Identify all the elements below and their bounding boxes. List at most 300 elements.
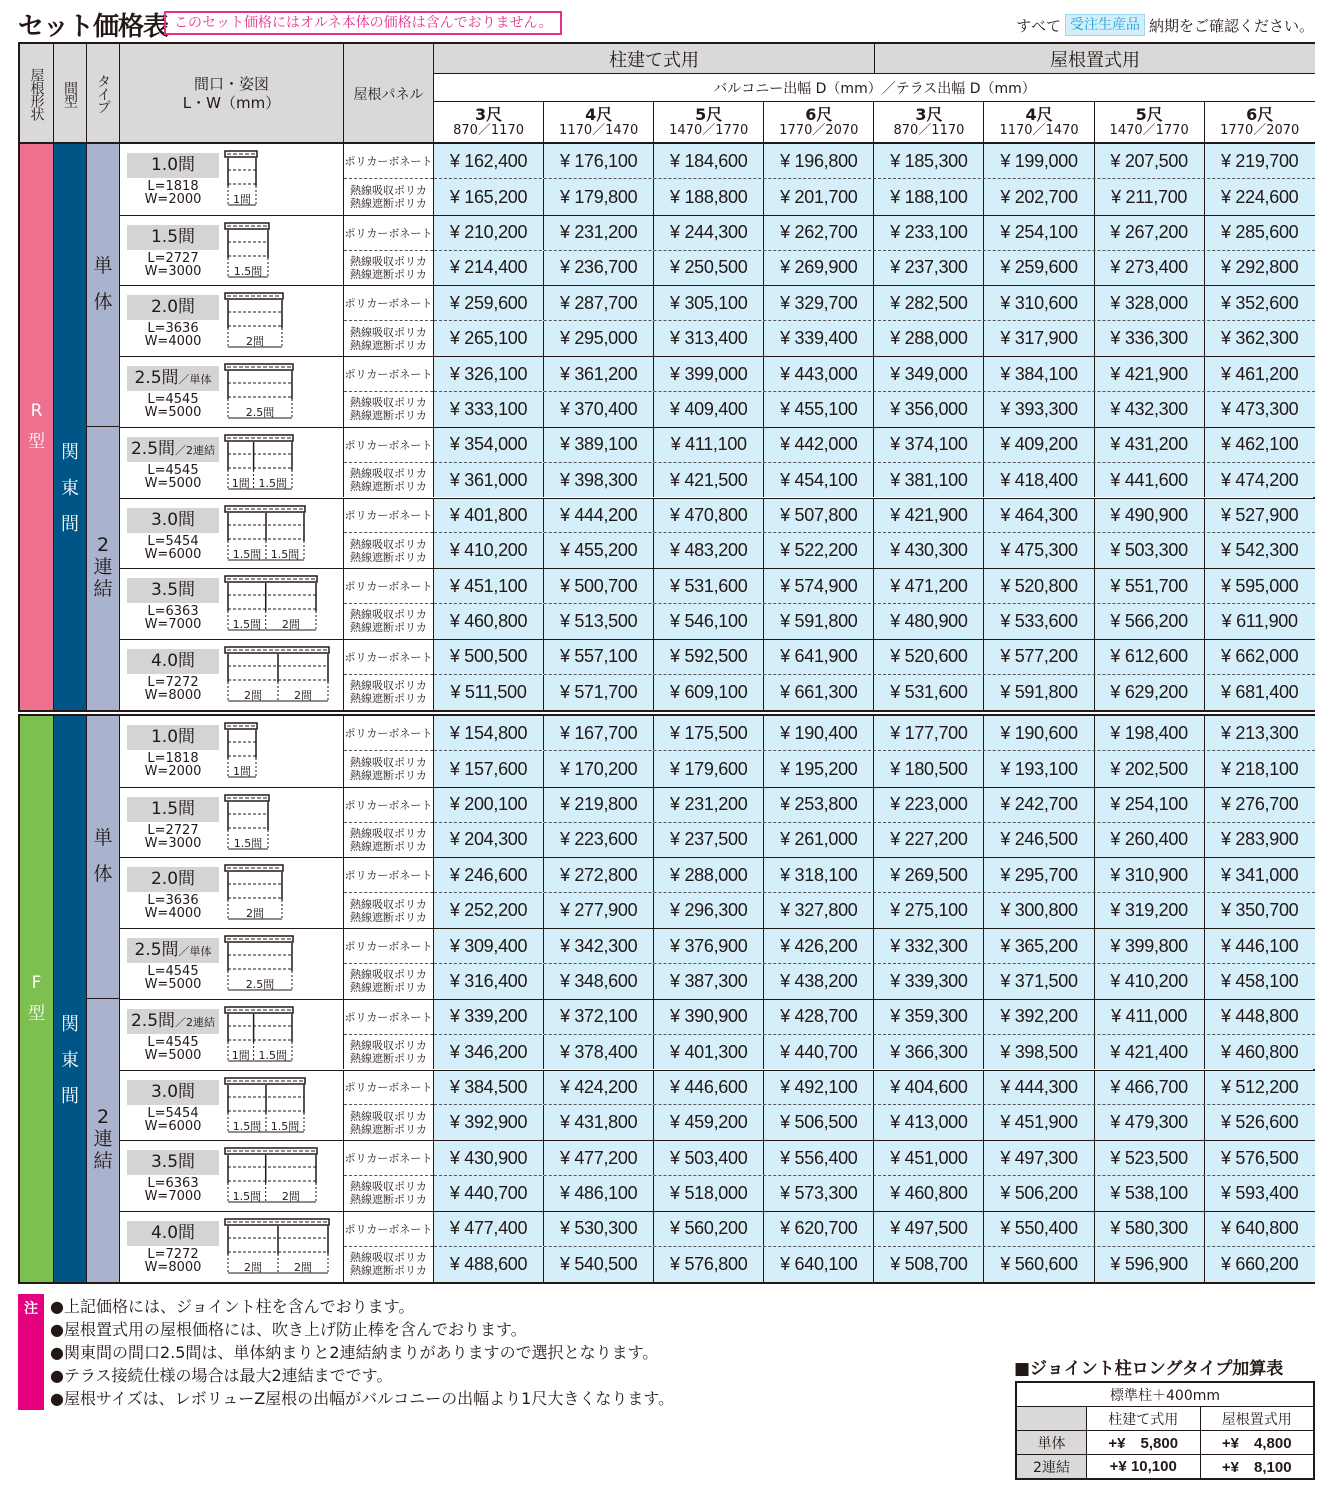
price-row xyxy=(434,640,1315,675)
price-cell: ¥ 269,500 xyxy=(874,858,984,892)
price-cell: ¥ 259,600 xyxy=(434,286,544,320)
price-row xyxy=(434,1035,1315,1070)
price-cell: ¥ 428,700 xyxy=(764,1000,874,1034)
price-cell: ¥ 571,700 xyxy=(544,675,654,710)
price-cell: ¥ 292,800 xyxy=(1221,257,1299,278)
price-row xyxy=(434,751,1315,786)
svg-text:2間: 2間 xyxy=(294,688,312,702)
price-row xyxy=(434,428,1315,463)
panel-heat: 熱線吸収ポリカ 熱線遮断ポリカ xyxy=(350,897,427,924)
price-row xyxy=(434,1071,1315,1106)
price-cell: ¥ 387,300 xyxy=(654,964,764,999)
price-cell: ¥ 269,900 xyxy=(764,251,874,286)
panel-heat: 熱線吸収ポリカ 熱線遮断ポリカ xyxy=(350,1180,427,1207)
panel-polycarbonate: ポリカーボネート xyxy=(344,357,433,392)
size-label: 4尺 xyxy=(1025,105,1053,125)
price-cell: ¥ 227,200 xyxy=(874,823,984,858)
price-cell: ¥ 401,800 xyxy=(434,499,544,533)
price-cell: ¥ 451,100 xyxy=(434,569,544,603)
price-cell: ¥ 244,300 xyxy=(654,216,764,250)
price-cell: ¥ 177,700 xyxy=(874,716,984,750)
price-cell: ¥ 273,400 xyxy=(1095,251,1205,286)
price-cell: ¥ 361,200 xyxy=(544,357,654,391)
notes-list xyxy=(50,1295,674,1410)
svg-text:1.5間: 1.5間 xyxy=(258,476,288,490)
price-cell: ¥ 454,100 xyxy=(764,463,874,498)
layout-diagram-icon xyxy=(224,862,286,928)
price-block xyxy=(434,144,1315,215)
price-cell: ¥ 523,500 xyxy=(1095,1141,1205,1175)
svg-text:2間: 2間 xyxy=(281,618,300,632)
price-cell: ¥ 566,200 xyxy=(1095,604,1205,639)
frontage-cell xyxy=(120,428,344,498)
price-cell: ¥ 390,900 xyxy=(654,1000,764,1034)
price-cell: ¥ 218,100 xyxy=(1221,758,1299,779)
size-group-row xyxy=(120,857,1315,928)
price-cell: ¥ 430,900 xyxy=(434,1141,544,1175)
frontage-dims: L=5454 W=6000 xyxy=(144,1105,202,1134)
price-cell: ¥ 661,300 xyxy=(764,675,874,710)
price-cell: ¥ 260,400 xyxy=(1095,823,1205,858)
order-notice-suffix: 納期をご確認ください。 xyxy=(1148,16,1314,35)
panel-polycarbonate: ポリカーボネート xyxy=(344,929,433,964)
price-cell: ¥ 384,500 xyxy=(434,1071,544,1105)
price-row xyxy=(434,286,1315,321)
price-cell: ¥ 530,300 xyxy=(544,1212,654,1246)
panel-cell xyxy=(344,1141,434,1211)
size-group-row xyxy=(120,1070,1315,1141)
price-cell: ¥ 404,600 xyxy=(874,1071,984,1105)
panel-heat: 熱線吸収ポリカ 熱線遮断ポリカ xyxy=(350,1039,427,1066)
price-cell: ¥ 162,400 xyxy=(434,144,544,178)
frontage-size-label: 2.0間 xyxy=(127,867,219,892)
price-cell: ¥ 399,800 xyxy=(1095,929,1205,963)
frontage-size-label: 1.0間 xyxy=(127,153,219,178)
layout-diagram-icon xyxy=(224,933,296,999)
frontage-dims: L=7272 W=8000 xyxy=(144,674,202,703)
type-label-double: 2 連 結 xyxy=(87,999,120,1282)
price-cell: ¥ 219,800 xyxy=(544,788,654,822)
price-cell: ¥ 443,000 xyxy=(764,357,874,391)
header-size-col xyxy=(1205,102,1315,144)
price-cell: ¥ 309,400 xyxy=(434,929,544,963)
frontage-dims: L=3636 W=4000 xyxy=(144,893,202,922)
price-cell: ¥ 223,600 xyxy=(544,823,654,858)
svg-text:2間: 2間 xyxy=(246,335,264,349)
price-cell: ¥ 681,400 xyxy=(1221,681,1299,702)
price-cell: ¥ 210,200 xyxy=(434,216,544,250)
price-cell: ¥ 176,100 xyxy=(544,144,654,178)
size-group-row xyxy=(120,498,1315,569)
price-cell: ¥ 233,100 xyxy=(874,216,984,250)
price-cell: ¥ 560,200 xyxy=(654,1212,764,1246)
price-cell: ¥ 333,100 xyxy=(434,392,544,427)
frontage-dims: L=4545 W=5000 xyxy=(144,964,202,993)
addon-table xyxy=(1015,1381,1315,1480)
price-cell: ¥ 313,400 xyxy=(654,321,764,356)
frontage-dims: L=4545 W=5000 xyxy=(144,1034,202,1063)
price-cell: ¥ 471,200 xyxy=(874,569,984,603)
svg-text:2間: 2間 xyxy=(244,1260,262,1274)
frontage-dims: L=6363 W=7000 xyxy=(144,604,202,633)
price-row xyxy=(434,1176,1315,1211)
price-cell: ¥ 464,300 xyxy=(984,499,1094,533)
panel-polycarbonate: ポリカーボネート xyxy=(344,144,433,179)
price-cell: ¥ 254,100 xyxy=(1095,788,1205,822)
price-cell: ¥ 550,400 xyxy=(984,1212,1094,1246)
panel-polycarbonate: ポリカーボネート xyxy=(344,1071,433,1106)
ma-type-label: 関 東 間 xyxy=(54,716,87,1282)
svg-text:1.5間: 1.5間 xyxy=(258,1048,288,1062)
price-cell: ¥ 199,000 xyxy=(984,144,1094,178)
table-header xyxy=(18,42,1315,144)
price-cell: ¥ 179,800 xyxy=(544,179,654,214)
frontage-cell xyxy=(120,1000,344,1070)
price-cell: ¥ 431,800 xyxy=(544,1105,654,1140)
price-cell: ¥ 401,300 xyxy=(654,1035,764,1070)
addon-value: +¥ 5,800 xyxy=(1087,1431,1201,1455)
size-label: 3尺 xyxy=(474,105,503,125)
price-cell: ¥ 399,000 xyxy=(654,357,764,391)
price-block xyxy=(434,357,1315,427)
header-size-col xyxy=(985,102,1095,144)
price-cell: ¥ 438,200 xyxy=(764,964,874,999)
price-cell: ¥ 300,800 xyxy=(984,893,1094,928)
price-cell: ¥ 267,200 xyxy=(1095,216,1205,250)
frontage-cell xyxy=(120,858,344,928)
frontage-size-label: 4.0間 xyxy=(127,1221,219,1246)
size-group-row xyxy=(120,427,1315,498)
price-cell: ¥ 275,100 xyxy=(874,893,984,928)
price-cell: ¥ 611,900 xyxy=(1221,610,1298,631)
panel-polycarbonate: ポリカーボネート xyxy=(344,499,433,534)
price-cell: ¥ 591,800 xyxy=(764,604,874,639)
price-cell: ¥ 265,100 xyxy=(434,321,544,356)
price-row xyxy=(434,216,1315,251)
frontage-dims: L=3636 W=4000 xyxy=(144,321,202,350)
frontage-size-label: 1.5間 xyxy=(127,797,219,822)
price-cell: ¥ 376,900 xyxy=(654,929,764,963)
layout-diagram-icon xyxy=(224,290,286,356)
layout-diagram-icon xyxy=(224,1145,320,1211)
price-block xyxy=(434,929,1315,999)
panel-polycarbonate: ポリカーボネート xyxy=(344,640,433,675)
price-cell: ¥ 359,300 xyxy=(874,1000,984,1034)
price-cell: ¥ 526,600 xyxy=(1221,1112,1299,1133)
price-cell: ¥ 398,500 xyxy=(984,1035,1094,1070)
price-cell: ¥ 441,600 xyxy=(1095,463,1205,498)
panel-cell xyxy=(344,640,434,710)
price-cell: ¥ 490,900 xyxy=(1095,499,1205,533)
frontage-size-label: 2.5間／単体 xyxy=(127,938,219,963)
frontage-size-label: 3.0間 xyxy=(127,1080,219,1105)
panel-cell xyxy=(344,428,434,498)
size-label: 4尺 xyxy=(585,105,613,125)
size-group-row xyxy=(120,787,1315,858)
panel-cell xyxy=(344,569,434,639)
frontage-cell xyxy=(120,499,344,569)
panel-cell xyxy=(344,144,434,215)
price-cell: ¥ 237,300 xyxy=(874,251,984,286)
header-size-col xyxy=(654,102,764,144)
price-cell: ¥ 365,200 xyxy=(984,929,1094,963)
size-group-row xyxy=(120,1211,1315,1282)
price-cell: ¥ 662,000 xyxy=(1221,646,1299,667)
addon-title: ■ジョイント柱ロングタイプ加算表 xyxy=(1014,1359,1284,1379)
price-block xyxy=(434,1000,1315,1070)
panel-heat: 熱線吸収ポリカ 熱線遮断ポリカ xyxy=(350,1109,427,1136)
svg-text:1間: 1間 xyxy=(233,765,251,778)
made-to-order-badge: 受注生産品 xyxy=(1065,14,1145,36)
price-cell: ¥ 374,100 xyxy=(874,428,984,462)
price-cell: ¥ 551,700 xyxy=(1095,569,1205,603)
price-cell: ¥ 219,700 xyxy=(1221,150,1299,171)
frontage-cell xyxy=(120,716,344,787)
svg-text:1.5間: 1.5間 xyxy=(270,1119,300,1133)
price-block xyxy=(434,286,1315,356)
price-cell: ¥ 410,200 xyxy=(434,533,544,568)
price-cell: ¥ 262,700 xyxy=(764,216,874,250)
price-row xyxy=(434,463,1315,498)
panel-polycarbonate: ポリカーボネート xyxy=(344,788,433,823)
price-cell: ¥ 361,000 xyxy=(434,463,544,498)
price-cell: ¥ 518,000 xyxy=(654,1176,764,1211)
price-cell: ¥ 277,900 xyxy=(544,893,654,928)
price-cell: ¥ 231,200 xyxy=(544,216,654,250)
price-block xyxy=(434,428,1315,498)
panel-cell xyxy=(344,357,434,427)
price-cell: ¥ 318,100 xyxy=(764,858,874,892)
svg-text:1間: 1間 xyxy=(231,476,250,490)
price-row xyxy=(434,569,1315,604)
frontage-size-label: 2.5間／2連結 xyxy=(127,1009,219,1034)
svg-text:1.5間: 1.5間 xyxy=(232,1119,262,1133)
size-range: 1470／1770 xyxy=(669,123,749,139)
price-cell: ¥ 202,700 xyxy=(984,179,1094,214)
price-block xyxy=(434,788,1315,858)
price-row xyxy=(434,1247,1315,1282)
price-cell: ¥ 316,400 xyxy=(434,964,544,999)
header-depth-label: バルコニー出幅 D（mm）／テラス出幅 D（mm） xyxy=(434,74,1315,102)
svg-text:1.5間: 1.5間 xyxy=(233,264,263,278)
ma-type-label: 関 東 間 xyxy=(54,144,87,710)
price-cell: ¥ 185,300 xyxy=(874,144,984,178)
price-block xyxy=(434,499,1315,569)
panel-heat: 熱線吸収ポリカ 熱線遮断ポリカ xyxy=(350,1251,427,1278)
addon-subtitle: 標準柱＋400mm xyxy=(1017,1383,1314,1407)
frontage-cell xyxy=(120,788,344,858)
size-range: 1170／1470 xyxy=(559,123,639,139)
price-row xyxy=(434,893,1315,928)
price-cell: ¥ 276,700 xyxy=(1221,794,1299,815)
frontage-size-label: 3.5間 xyxy=(127,578,219,603)
price-cell: ¥ 492,100 xyxy=(764,1071,874,1105)
price-cell: ¥ 508,700 xyxy=(874,1247,984,1282)
header-ma-type: 間型 xyxy=(54,44,87,144)
note-item: ●関東間の間口2.5間は、単体納まりと2連結納まりがありますので選択となります。 xyxy=(50,1343,659,1362)
header-panel: 屋根パネル xyxy=(344,44,434,144)
price-cell: ¥ 444,200 xyxy=(544,499,654,533)
price-cell: ¥ 629,200 xyxy=(1095,675,1205,710)
price-cell: ¥ 237,500 xyxy=(654,823,764,858)
panel-heat: 熱線吸収ポリカ 熱線遮断ポリカ xyxy=(350,325,427,352)
frontage-cell xyxy=(120,1212,344,1282)
price-cell: ¥ 223,000 xyxy=(874,788,984,822)
price-cell: ¥ 442,000 xyxy=(764,428,874,462)
svg-text:2間: 2間 xyxy=(294,1260,312,1274)
price-cell: ¥ 310,600 xyxy=(984,286,1094,320)
price-cell: ¥ 254,100 xyxy=(984,216,1094,250)
addon-row-label: 2連結 xyxy=(1017,1455,1087,1479)
svg-text:1間: 1間 xyxy=(233,193,251,206)
price-cell: ¥ 538,100 xyxy=(1095,1176,1205,1211)
price-cell: ¥ 283,900 xyxy=(1221,829,1299,850)
price-cell: ¥ 392,900 xyxy=(434,1105,544,1140)
price-cell: ¥ 576,500 xyxy=(1221,1147,1299,1168)
price-cell: ¥ 421,900 xyxy=(874,499,984,533)
price-cell: ¥ 503,300 xyxy=(1095,533,1205,568)
panel-cell xyxy=(344,499,434,569)
price-cell: ¥ 448,800 xyxy=(1221,1006,1299,1027)
price-section-r xyxy=(18,142,1315,712)
price-cell: ¥ 513,500 xyxy=(544,604,654,639)
panel-heat: 熱線吸収ポリカ 熱線遮断ポリカ xyxy=(350,254,427,281)
price-cell: ¥ 500,700 xyxy=(544,569,654,603)
layout-diagram-icon xyxy=(224,432,296,498)
price-cell: ¥ 295,700 xyxy=(984,858,1094,892)
price-row xyxy=(434,1105,1315,1140)
price-cell: ¥ 366,300 xyxy=(874,1035,984,1070)
price-cell: ¥ 341,000 xyxy=(1221,864,1299,885)
header-frontage: 間口・姿図 L・W（mm） xyxy=(120,44,344,144)
price-cell: ¥ 426,200 xyxy=(764,929,874,963)
size-label: 5尺 xyxy=(1135,105,1163,125)
size-label: 5尺 xyxy=(695,105,723,125)
size-group-row xyxy=(120,285,1315,356)
size-label: 3尺 xyxy=(915,105,943,125)
price-cell: ¥ 531,600 xyxy=(874,675,984,710)
price-cell: ¥ 430,300 xyxy=(874,533,984,568)
price-cell: ¥ 184,600 xyxy=(654,144,764,178)
type-label-single: 単 体 xyxy=(87,716,120,999)
panel-polycarbonate: ポリカーボネート xyxy=(344,286,433,321)
frontage-size-label: 3.5間 xyxy=(127,1150,219,1175)
header-size-col xyxy=(1095,102,1205,144)
price-cell: ¥ 477,400 xyxy=(434,1212,544,1246)
price-cell: ¥ 531,600 xyxy=(654,569,764,603)
price-cell: ¥ 410,200 xyxy=(1095,964,1205,999)
panel-cell xyxy=(344,286,434,356)
price-cell: ¥ 329,700 xyxy=(764,286,874,320)
layout-diagram-icon xyxy=(224,792,272,858)
panel-polycarbonate: ポリカーボネート xyxy=(344,1141,433,1176)
price-cell: ¥ 370,400 xyxy=(544,392,654,427)
price-cell: ¥ 170,200 xyxy=(544,751,654,786)
price-cell: ¥ 609,100 xyxy=(654,675,764,710)
price-cell: ¥ 288,000 xyxy=(874,321,984,356)
frontage-size-label: 2.5間／2連結 xyxy=(127,437,219,462)
layout-diagram-icon xyxy=(224,361,296,427)
price-cell: ¥ 451,900 xyxy=(984,1105,1094,1140)
price-cell: ¥ 167,700 xyxy=(544,716,654,750)
addon-corner xyxy=(1017,1407,1087,1431)
panel-heat: 熱線吸収ポリカ 熱線遮断ポリカ xyxy=(350,679,427,706)
price-cell: ¥ 296,300 xyxy=(654,893,764,928)
price-cell: ¥ 546,100 xyxy=(654,604,764,639)
header-size-col xyxy=(764,102,874,144)
price-cell: ¥ 660,200 xyxy=(1221,1253,1299,1274)
layout-diagram-icon xyxy=(224,720,260,786)
price-cell: ¥ 389,100 xyxy=(544,428,654,462)
price-cell: ¥ 475,300 xyxy=(984,533,1094,568)
price-cell: ¥ 440,700 xyxy=(434,1176,544,1211)
frontage-dims: L=2727 W=3000 xyxy=(144,822,202,851)
price-row xyxy=(434,858,1315,893)
price-cell: ¥ 640,100 xyxy=(764,1247,874,1282)
price-block xyxy=(434,716,1315,787)
svg-text:2.5間: 2.5間 xyxy=(245,406,275,420)
size-group-row xyxy=(120,928,1315,999)
price-cell: ¥ 431,200 xyxy=(1095,428,1205,462)
frontage-size-label: 2.0間 xyxy=(127,295,219,320)
roof-shape-label: F 型 xyxy=(20,716,54,1282)
price-cell: ¥ 461,200 xyxy=(1221,363,1299,384)
price-cell: ¥ 378,400 xyxy=(544,1035,654,1070)
price-cell: ¥ 350,700 xyxy=(1221,900,1299,921)
panel-heat: 熱線吸収ポリカ 熱線遮断ポリカ xyxy=(350,184,427,211)
size-group-row xyxy=(120,568,1315,639)
addon-row-label: 単体 xyxy=(1017,1431,1087,1455)
note-item: ●テラス接続仕様の場合は最大2連結までです。 xyxy=(50,1366,393,1385)
frontage-cell xyxy=(120,216,344,286)
price-cell: ¥ 381,100 xyxy=(874,463,984,498)
price-cell: ¥ 282,500 xyxy=(874,286,984,320)
price-cell: ¥ 371,500 xyxy=(984,964,1094,999)
price-block xyxy=(434,640,1315,710)
price-cell: ¥ 413,000 xyxy=(874,1105,984,1140)
frontage-cell xyxy=(120,144,344,215)
price-cell: ¥ 310,900 xyxy=(1095,858,1205,892)
price-cell: ¥ 356,000 xyxy=(874,392,984,427)
note-item: ●屋根置式用の屋根価格には、吹き上げ防止棒を含んでおります。 xyxy=(50,1320,527,1339)
note-item: ●屋根サイズは、レボリューZ屋根の出幅がバルコニーの出幅より1尺大きくなります。 xyxy=(50,1389,675,1408)
price-cell: ¥ 522,200 xyxy=(764,533,874,568)
price-block xyxy=(434,1071,1315,1141)
price-cell: ¥ 486,100 xyxy=(544,1176,654,1211)
price-cell: ¥ 506,500 xyxy=(764,1105,874,1140)
price-cell: ¥ 165,200 xyxy=(434,179,544,214)
size-range: 1170／1470 xyxy=(999,123,1079,139)
header-group-roof: 屋根置式用 xyxy=(875,44,1315,74)
price-cell: ¥ 393,300 xyxy=(984,392,1094,427)
price-cell: ¥ 520,800 xyxy=(984,569,1094,603)
price-cell: ¥ 392,200 xyxy=(984,1000,1094,1034)
price-cell: ¥ 511,500 xyxy=(434,675,544,710)
frontage-dims: L=6363 W=7000 xyxy=(144,1176,202,1205)
price-cell: ¥ 261,000 xyxy=(764,823,874,858)
frontage-size-label: 1.0間 xyxy=(127,725,219,750)
price-cell: ¥ 285,600 xyxy=(1221,222,1299,243)
price-row xyxy=(434,675,1315,710)
header-type: タイプ xyxy=(87,44,120,144)
frontage-dims: L=1818 W=2000 xyxy=(144,751,202,779)
price-cell: ¥ 462,100 xyxy=(1221,434,1299,455)
panel-heat: 熱線吸収ポリカ 熱線遮断ポリカ xyxy=(350,467,427,494)
price-cell: ¥ 157,600 xyxy=(434,751,544,786)
price-cell: ¥ 488,600 xyxy=(434,1247,544,1282)
size-range: 870／1170 xyxy=(893,123,965,139)
price-block xyxy=(434,216,1315,286)
